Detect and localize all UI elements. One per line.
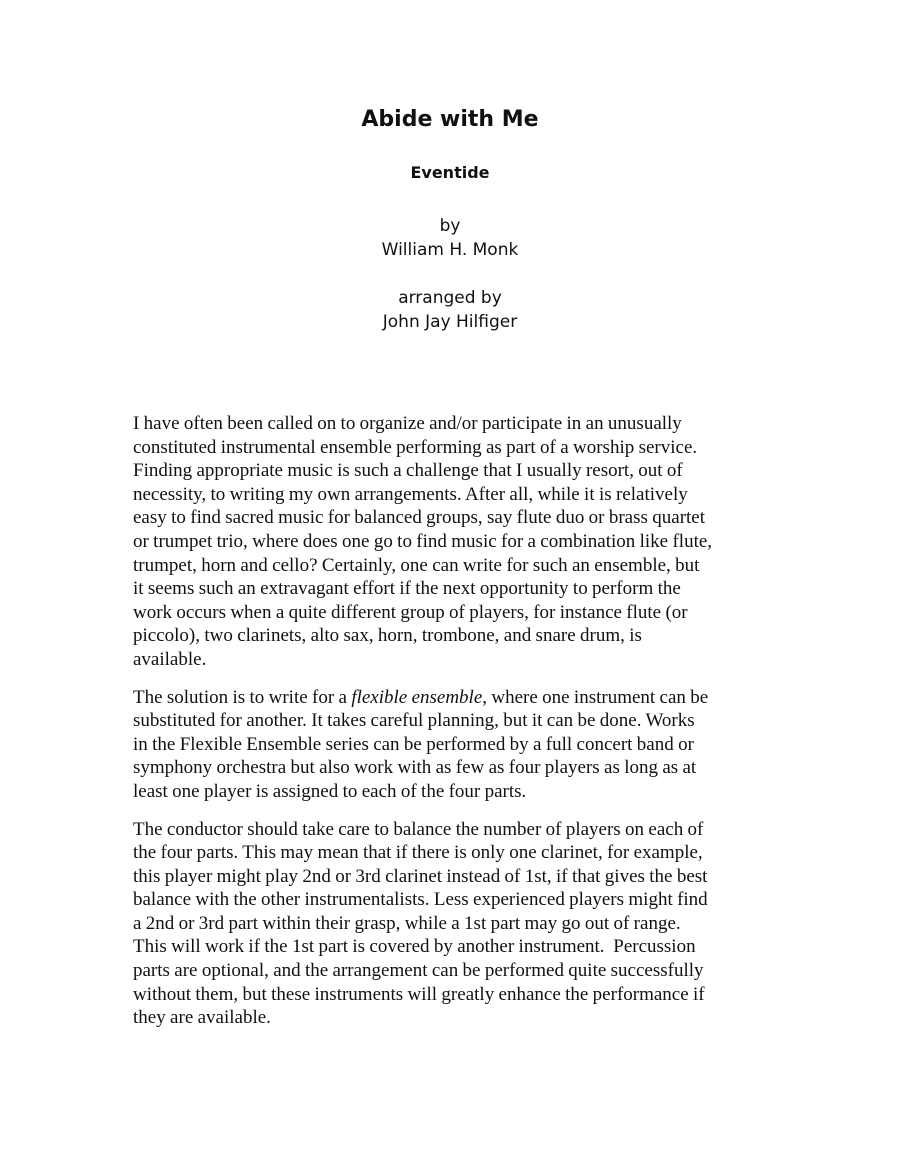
text-segment: , where one instrument can be	[482, 686, 709, 708]
text-line: work occurs when a quite different group of players, for instance flute (or	[133, 601, 688, 623]
document-body	[133, 412, 773, 1044]
paragraph-solution	[133, 686, 773, 804]
text-line: easy to find sacred music for balanced groups, say flute duo or brass quartet	[133, 507, 706, 529]
composer-credit	[0, 214, 900, 262]
document-subtitle: Eventide	[410, 163, 490, 182]
text-line: least one player is assigned to each of the four parts.	[133, 780, 527, 802]
text-line: without them, but these instruments will greatly enhance the performance if	[133, 983, 705, 1005]
text-line: balance with the other instrumentalists. Less experienced players might find	[133, 889, 708, 911]
text-line: The conductor should take care to balance the number of players on each of	[133, 818, 704, 840]
text-line: Finding appropriate music is such a challenge that I usually resort, out of	[133, 460, 683, 482]
text-line: the four parts. This may mean that if there is only one clarinet, for example,	[133, 842, 703, 864]
text-line: necessity, to writing my own arrangements. After all, while it is relatively	[133, 483, 688, 505]
document-header	[0, 103, 900, 334]
by-label: by	[439, 216, 461, 236]
composer-name: William H. Monk	[381, 240, 519, 260]
text-line: I have often been called on to organize and/or participate in an unusually	[133, 413, 682, 434]
arranged-label: arranged by	[398, 288, 502, 308]
arranger-credit	[0, 286, 900, 334]
paragraph-intro	[133, 412, 773, 672]
text-line: it seems such an extravagant effort if the next opportunity to perform the	[133, 578, 681, 600]
text-line: symphony orchestra but also work with as few as four players as long as at	[133, 757, 697, 779]
text-line: this player might play 2nd or 3rd clarinet instead of 1st, if that gives the best	[133, 865, 708, 887]
text-line: This will work if the 1st part is covered by another instrument. Percussion	[133, 936, 696, 958]
document-title: Abide with Me	[361, 107, 539, 132]
text-line: trumpet, horn and cello? Certainly, one can write for such an ensemble, but	[133, 554, 700, 576]
text-line	[133, 686, 773, 710]
text-line: constituted instrumental ensemble performing as part of a worship service.	[133, 436, 698, 458]
text-line: piccolo), two clarinets, alto sax, horn, trombone, and snare drum, is	[133, 625, 642, 647]
text-segment: The solution is to write for a	[133, 686, 352, 708]
text-line: in the Flexible Ensemble series can be performed by a full concert band or	[133, 733, 694, 755]
arranger-name: John Jay Hilfiger	[382, 312, 518, 332]
paragraph-conductor	[133, 818, 773, 1030]
text-line: available.	[133, 648, 207, 670]
emphasis-flexible-ensemble: flexible ensemble	[351, 686, 483, 708]
text-line: parts are optional, and the arrangement can be performed quite successfully	[133, 960, 704, 982]
text-line: substituted for another. It takes careful planning, but it can be done. Works	[133, 710, 695, 732]
text-line: a 2nd or 3rd part within their grasp, while a 1st part may go out of range.	[133, 912, 681, 934]
text-line: they are available.	[133, 1007, 271, 1029]
text-line: or trumpet trio, where does one go to find music for a combination like flute,	[133, 530, 713, 552]
